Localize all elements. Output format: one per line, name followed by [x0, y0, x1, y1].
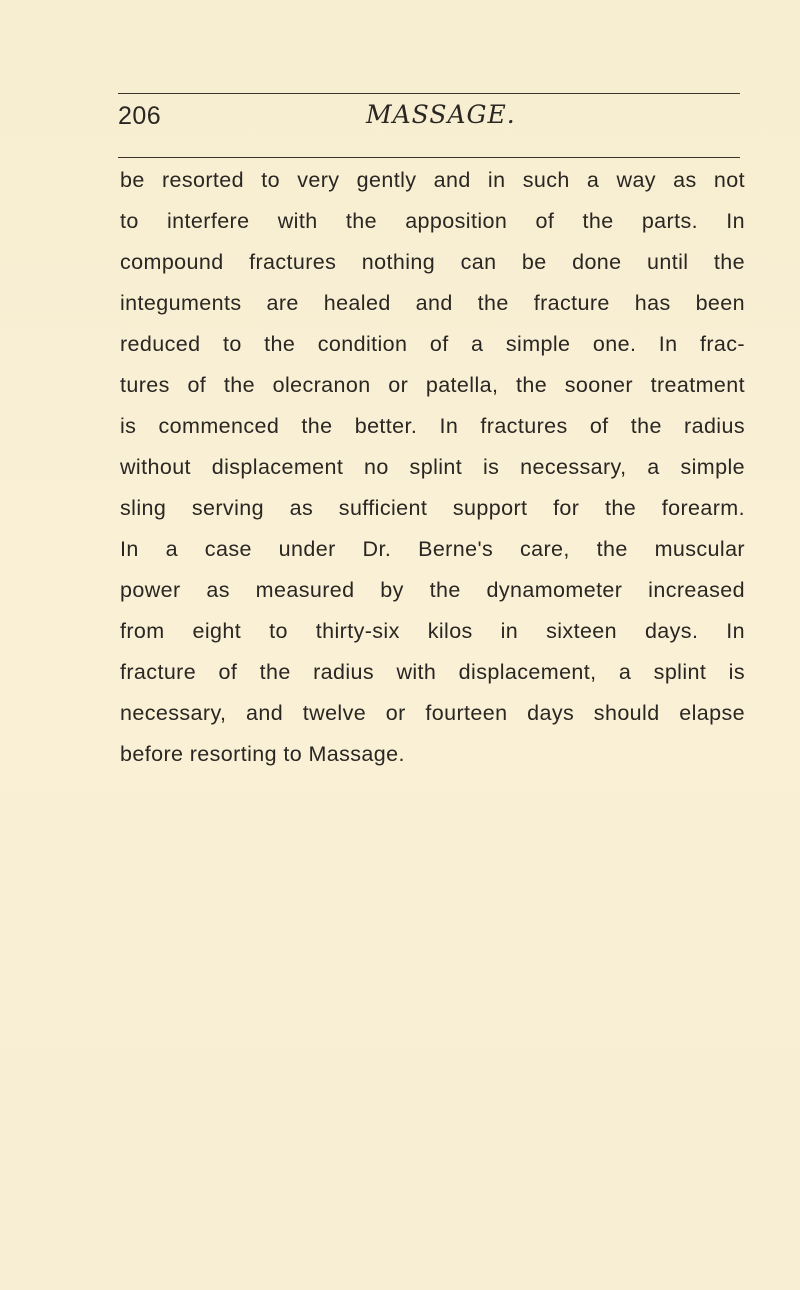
text-line: In a case under Dr. Berne's care, the muscular: [120, 537, 745, 561]
text-line: sling serving as sufficient support for the forearm.: [120, 496, 745, 520]
text-line: from eight to thirty-six kilos in sixteen days. In: [120, 619, 745, 643]
running-title: MASSAGE.: [366, 100, 516, 129]
header-top-rule: [118, 93, 740, 94]
text-line: reduced to the condition of a simple one. In frac-: [120, 332, 745, 356]
text-line: without displacement no splint is necessary, a simple: [120, 455, 745, 479]
text-line: be resorted to very gently and in such a way as not: [120, 168, 745, 192]
body-paragraph: [120, 160, 745, 775]
text-line: compound fractures nothing can be done until the: [120, 250, 745, 274]
text-line: integuments are healed and the fracture has been: [120, 291, 745, 315]
text-line: before resorting to Massage.: [120, 742, 405, 766]
text-line: fracture of the radius with displacement, a splint is: [120, 660, 745, 684]
text-line: tures of the olecranon or patella, the sooner treatment: [120, 373, 745, 397]
text-line: necessary, and twelve or fourteen days should elapse: [120, 701, 745, 725]
running-head: [118, 98, 740, 154]
text-line: power as measured by the dynamometer increased: [120, 578, 745, 602]
header-bottom-rule: [118, 157, 740, 158]
text-line: is commenced the better. In fractures of the radius: [120, 414, 745, 438]
page-number: 206: [118, 102, 162, 130]
text-line: to interfere with the apposition of the parts. In: [120, 209, 745, 233]
